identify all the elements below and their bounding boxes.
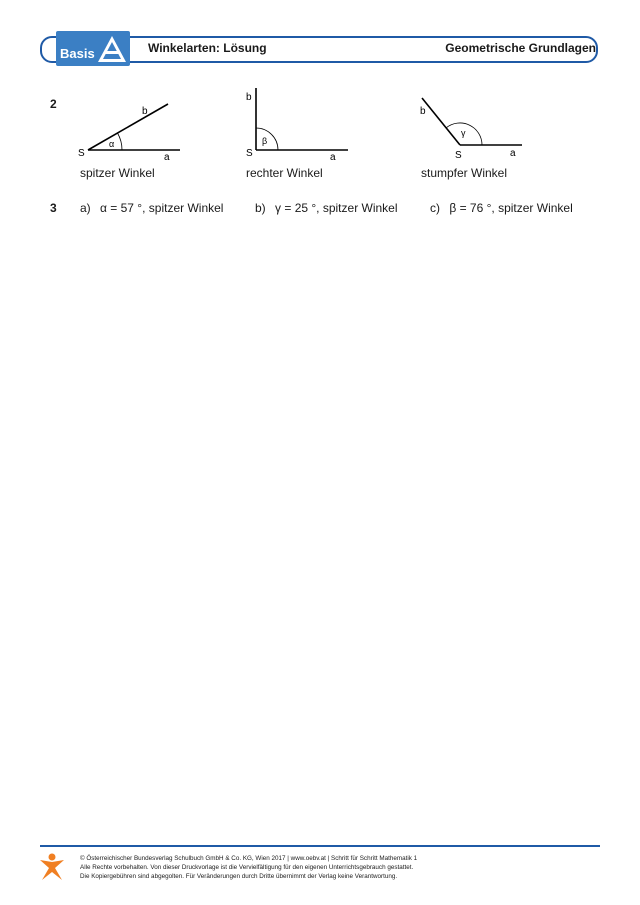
acute-angle-figure	[76, 96, 186, 162]
footer-line-2: Alle Rechte vorbehalten. Von dieser Druckvorlage ist die Vervielfältigung für den eigenen Unterrichtsgebrauch gestattet.	[80, 864, 414, 871]
answer-c	[430, 201, 573, 215]
task-number: 2	[50, 97, 57, 111]
badge-label: Basis	[60, 46, 95, 61]
vertex-label: S	[246, 148, 253, 159]
footer-line-1: © Österreichischer Bundesverlag Schulbuch GmbH & Co. KG, Wien 2017 | www.oebv.at | Schritt für Schritt Mathematik 1	[80, 855, 418, 862]
footer-copyright	[80, 854, 417, 881]
answer-a	[80, 201, 223, 215]
answer-b	[255, 201, 398, 215]
vertex-label: S	[455, 150, 462, 161]
star-figure-icon	[38, 852, 66, 882]
level-badge	[56, 31, 130, 66]
leg-label: a	[330, 152, 336, 162]
figure-caption: spitzer Winkel	[80, 166, 155, 180]
right-angle-figure	[244, 86, 354, 162]
topic-title: Geometrische Grundlagen	[445, 41, 596, 55]
leg-label: a	[164, 152, 170, 162]
leg-label: b	[420, 106, 426, 117]
footer-line-3: Die Kopiergebühren sind abgegolten. Für Veränderungen durch Dritte übernimmt der Verlag keine Verantwortung.	[80, 873, 398, 880]
figure-caption: stumpfer Winkel	[421, 166, 508, 180]
answer-label: b)	[255, 201, 266, 215]
obtuse-angle-figure	[414, 92, 526, 162]
answer-text: β = 76 °, spitzer Winkel	[449, 201, 573, 215]
answer-label: c)	[430, 201, 440, 215]
angle-label: γ	[461, 128, 466, 138]
page-title: Winkelarten: Lösung	[148, 41, 267, 55]
answer-text: γ = 25 °, spitzer Winkel	[275, 201, 398, 215]
leg-label: a	[510, 148, 516, 159]
answer-text: α = 57 °, spitzer Winkel	[100, 201, 224, 215]
angle-label: α	[109, 139, 115, 149]
answer-label: a)	[80, 201, 91, 215]
leg-label: b	[246, 92, 252, 103]
figure-caption: rechter Winkel	[246, 166, 323, 180]
triangle-icon	[96, 33, 128, 65]
footer-divider	[40, 845, 600, 847]
task-number: 3	[50, 201, 57, 215]
angle-label: β	[262, 136, 268, 146]
vertex-label: S	[78, 148, 85, 159]
leg-label: b	[142, 106, 148, 117]
